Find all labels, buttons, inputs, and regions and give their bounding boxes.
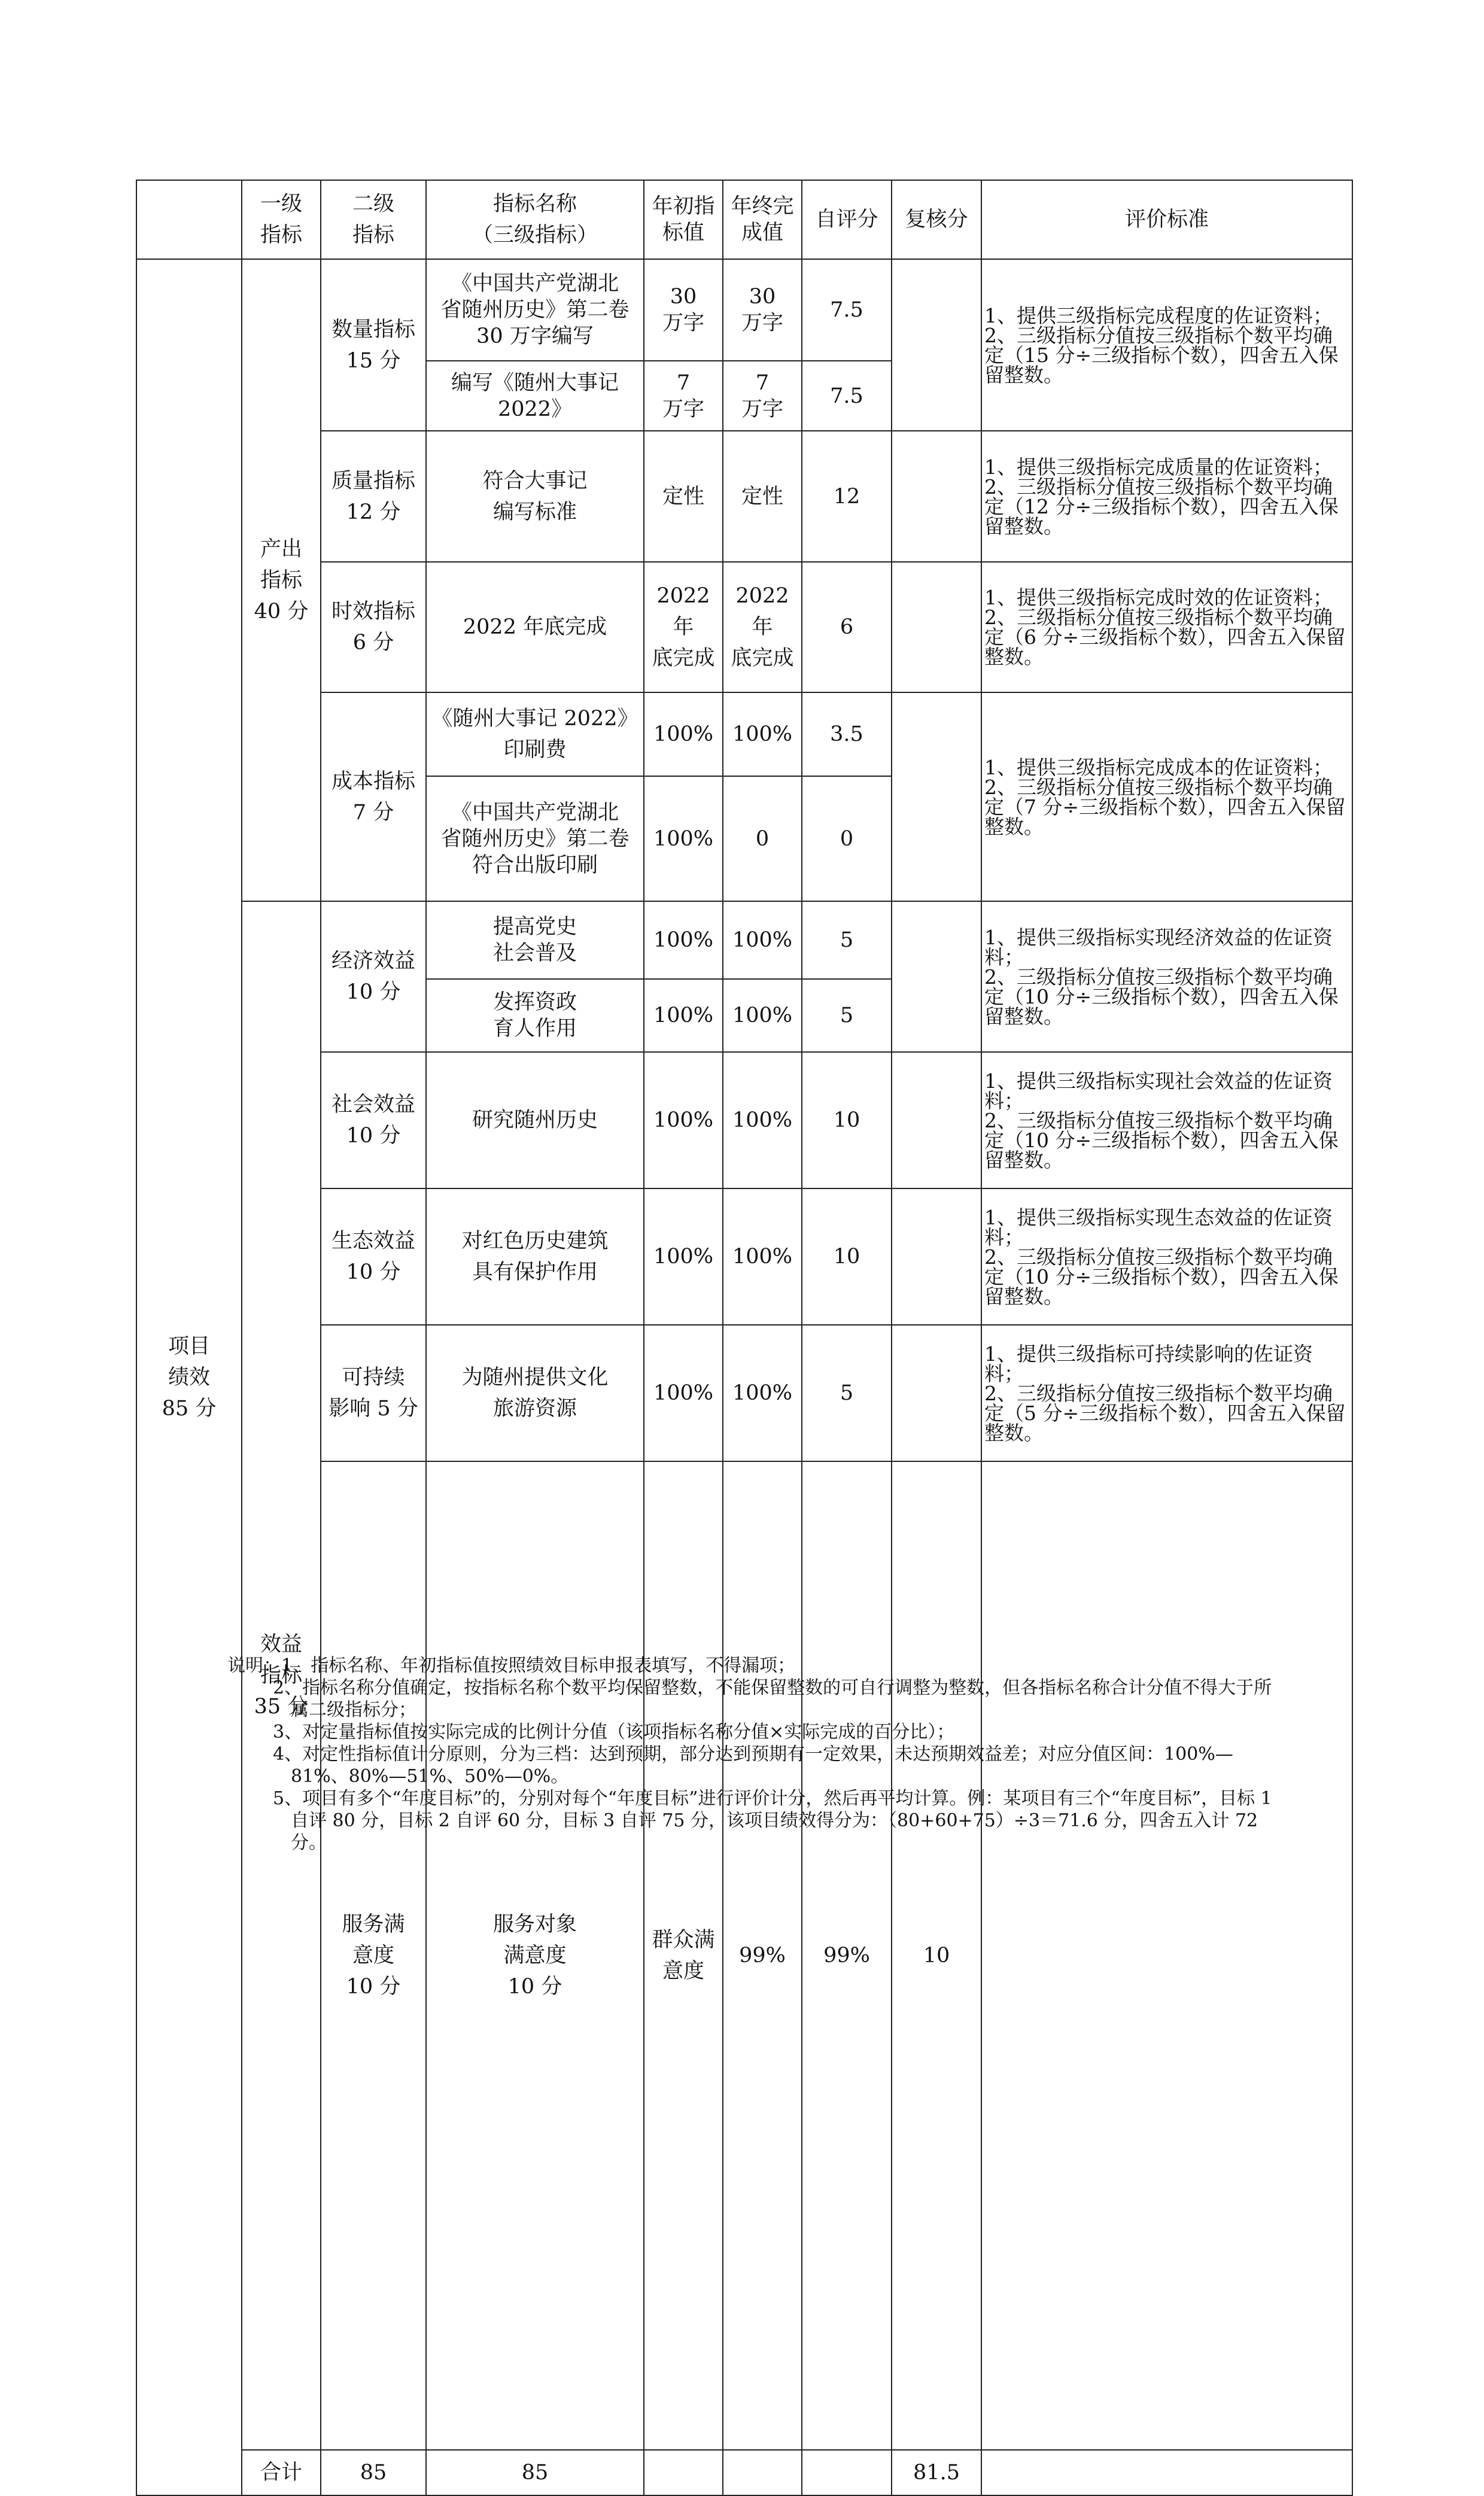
- header-second-level: 二级 指标: [321, 180, 426, 259]
- standard-ecological: 1、提供三级指标实现生态效益的佐证资料； 2、三级指标分值按三级指标个数平均确定（10 分÷三级指标个数），四舍五入保留整数。: [981, 1188, 1352, 1325]
- self-score: 6: [802, 562, 892, 692]
- total-row: [136, 2450, 1352, 2495]
- final-value: 100%: [723, 901, 802, 979]
- table-row: [136, 901, 1352, 979]
- sustainable-impact-cell: 可持续 影响 5 分: [321, 1325, 426, 1461]
- review-score: [892, 1325, 981, 1461]
- output-indicator-cell: 产出 指标 40 分: [242, 259, 321, 901]
- final-value: 2022 年 底完成: [723, 562, 802, 692]
- self-score: 0: [802, 776, 892, 901]
- standard-cost: 1、提供三级指标完成成本的佐证资料； 2、三级指标分值按三级指标个数平均确定（7 分÷三级指标个数），四舍五入保留整数。: [981, 692, 1352, 901]
- total-first-level: 85: [321, 2450, 426, 2495]
- total-self-score: 81.5: [892, 2450, 981, 2495]
- header-self-score: 自评分: [802, 180, 892, 259]
- final-value: 100%: [723, 1325, 802, 1461]
- self-score: 12: [802, 431, 892, 562]
- cost-indicator-cell: 成本指标 7 分: [321, 692, 426, 901]
- initial-value: 99%: [723, 1461, 802, 2450]
- indicator-name: 群众满意度: [644, 1461, 723, 2450]
- final-value: 100%: [723, 692, 802, 776]
- review-score: [892, 259, 981, 431]
- service-satisfaction-cell: 服务满 意度 10 分: [321, 1461, 426, 2450]
- note-item: 5、项目有多个“年度目标”的，分别对每个“年度目标”进行评价计分，然后再平均计算。例：某项目有三个“年度目标”，目标 1 自评 80 分，目标 2 自评 60 分，目标 3 自评 75 分，该项目绩效得分为：（80+60+75）÷3＝71.6 分，四舍五入计 72 分。: [273, 1788, 1272, 1853]
- service-object-satisfaction-cell: 服务对象 满意度 10 分: [426, 1461, 644, 2450]
- final-value: 定性: [723, 431, 802, 562]
- self-score: 5: [802, 901, 892, 979]
- standard-social: 1、提供三级指标实现社会效益的佐证资料； 2、三级指标分值按三级指标个数平均确定（10 分÷三级指标个数），四舍五入保留整数。: [981, 1052, 1352, 1188]
- review-score: [892, 431, 981, 562]
- review-score: [892, 562, 981, 692]
- notes-label: 说明：: [227, 1655, 281, 1676]
- timeliness-indicator-cell: 时效指标 6 分: [321, 562, 426, 692]
- indicator-name: 发挥资政 育人作用: [426, 979, 644, 1052]
- indicator-name: 《随州大事记 2022》 印刷费: [426, 692, 644, 776]
- self-score: 10: [802, 1052, 892, 1188]
- total-empty: [802, 2450, 892, 2495]
- initial-value: 100%: [644, 1188, 723, 1325]
- total-second-level: 85: [426, 2450, 644, 2495]
- final-value: 100%: [723, 1188, 802, 1325]
- quality-indicator-cell: 质量指标 12 分: [321, 431, 426, 562]
- final-value: 7 万字: [723, 361, 802, 431]
- indicator-name: 2022 年底完成: [426, 562, 644, 692]
- final-value: 99%: [802, 1461, 892, 2450]
- table-row: [136, 259, 1352, 361]
- final-value: 100%: [723, 979, 802, 1052]
- final-value: 100%: [723, 1052, 802, 1188]
- initial-value: 100%: [644, 1325, 723, 1461]
- indicator-name: 对红色历史建筑 具有保护作用: [426, 1188, 644, 1325]
- indicator-name: 研究随州历史: [426, 1052, 644, 1188]
- note-line: [227, 1655, 1281, 1677]
- indicator-name: 编写《随州大事记 2022》: [426, 361, 644, 431]
- review-score: [892, 901, 981, 1052]
- initial-value: 100%: [644, 1052, 723, 1188]
- header-indicator-name: 指标名称 （三级指标）: [426, 180, 644, 259]
- header-evaluation-standard: 评价标准: [981, 180, 1352, 259]
- indicator-name: 《中国共产党湖北 省随州历史》第二卷 符合出版印刷: [426, 776, 644, 901]
- review-score: [892, 1188, 981, 1325]
- final-value: 0: [723, 776, 802, 901]
- indicator-name: 提高党史 社会普及: [426, 901, 644, 979]
- self-score: 7.5: [802, 361, 892, 431]
- initial-value: 100%: [644, 901, 723, 979]
- standard-timeliness: 1、提供三级指标完成时效的佐证资料； 2、三级指标分值按三级指标个数平均确定（6 分÷三级指标个数），四舍五入保留整数。: [981, 562, 1352, 692]
- final-value: 30 万字: [723, 259, 802, 361]
- standard-economic: 1、提供三级指标实现经济效益的佐证资料； 2、三级指标分值按三级指标个数平均确定（10 分÷三级指标个数），四舍五入保留整数。: [981, 901, 1352, 1052]
- initial-value: 定性: [644, 431, 723, 562]
- standard-sustainable: 1、提供三级指标可持续影响的佐证资料； 2、三级指标分值按三级指标个数平均确定（5 分÷三级指标个数），四舍五入保留整数。: [981, 1325, 1352, 1461]
- note-item: 4、对定性指标值计分原则，分为三档：达到预期，部分达到预期有一定效果，未达预期效益差；对应分值区间：100%—81%、80%—51%、50%—0%。: [273, 1744, 1233, 1787]
- initial-value: 7 万字: [644, 361, 723, 431]
- total-empty: [644, 2450, 723, 2495]
- standard-quantity: 1、提供三级指标完成程度的佐证资料； 2、三级指标分值按三级指标个数平均确定（15 分÷三级指标个数），四舍五入保留整数。: [981, 259, 1352, 431]
- total-review-score: [981, 2450, 1352, 2495]
- initial-value: 100%: [644, 692, 723, 776]
- social-benefit-cell: 社会效益 10 分: [321, 1052, 426, 1188]
- notes: [227, 1655, 1281, 1854]
- header-final-value: 年终完 成值: [723, 180, 802, 259]
- review-score: [981, 1461, 1352, 2450]
- header-corner: [136, 180, 242, 259]
- note-item: 2、指标名称分值确定，按指标名称个数平均保留整数，不能保留整数的可自行调整为整数，但各指标名称合计分值不得大于所属二级指标分；: [273, 1677, 1272, 1720]
- benefit-indicator-cell: 效益 指标 35 分: [242, 901, 321, 2450]
- self-score: 10: [892, 1461, 981, 2450]
- note-item: 3、对定量指标值按实际完成的比例计分值（该项指标名称分值×实际完成的百分比）；: [273, 1722, 955, 1743]
- initial-value: 100%: [644, 776, 723, 901]
- initial-value: 30 万字: [644, 259, 723, 361]
- review-score: [892, 692, 981, 901]
- self-score: 3.5: [802, 692, 892, 776]
- total-label: 合计: [242, 2450, 321, 2495]
- indicator-name: 符合大事记 编写标准: [426, 431, 644, 562]
- self-score: 5: [802, 1325, 892, 1461]
- review-score: [892, 1052, 981, 1188]
- header-review-score: 复核分: [892, 180, 981, 259]
- indicator-name: 为随州提供文化 旅游资源: [426, 1325, 644, 1461]
- initial-value: 2022 年 底完成: [644, 562, 723, 692]
- quantity-indicator-cell: 数量指标 15 分: [321, 259, 426, 431]
- ecological-benefit-cell: 生态效益 10 分: [321, 1188, 426, 1325]
- self-score: 10: [802, 1188, 892, 1325]
- standard-quality: 1、提供三级指标完成质量的佐证资料； 2、三级指标分值按三级指标个数平均确定（12 分÷三级指标个数），四舍五入保留整数。: [981, 431, 1352, 562]
- header-row: [136, 180, 1352, 259]
- initial-value: 100%: [644, 979, 723, 1052]
- note-item: 1、指标名称、年初指标值按照绩效目标申报表填写，不得漏项；: [281, 1655, 796, 1676]
- indicator-name: 《中国共产党湖北 省随州历史》第二卷 30 万字编写: [426, 259, 644, 361]
- total-empty: [723, 2450, 802, 2495]
- economic-benefit-cell: 经济效益 10 分: [321, 901, 426, 1052]
- header-first-level: 一级 指标: [242, 180, 321, 259]
- header-initial-value: 年初指 标值: [644, 180, 723, 259]
- self-score: 5: [802, 979, 892, 1052]
- project-performance-cell: 项目 绩效 85 分: [136, 259, 242, 2495]
- evaluation-table: [136, 180, 1353, 2496]
- self-score: 7.5: [802, 259, 892, 361]
